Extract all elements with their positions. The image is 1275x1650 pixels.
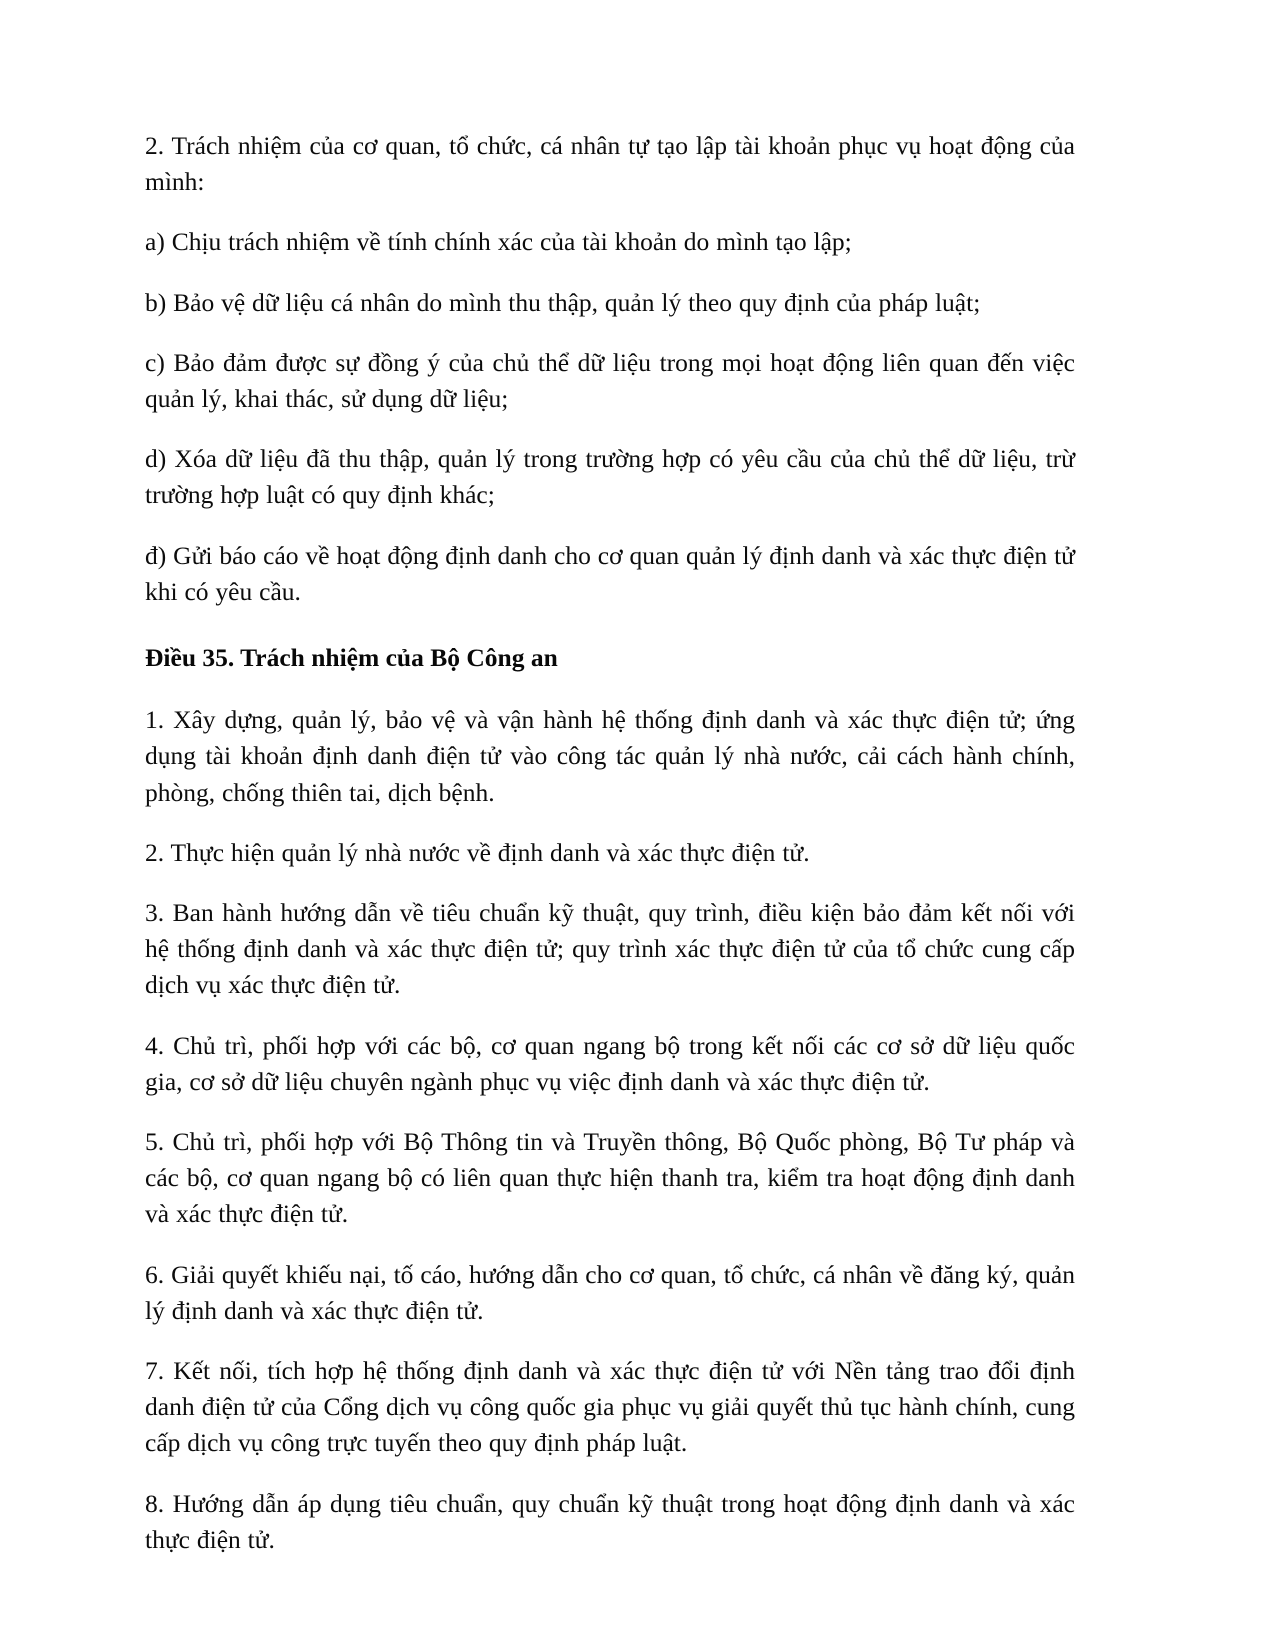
paragraph-article35-item-7: 7. Kết nối, tích hợp hệ thống định danh và xác thực điện tử với Nền tảng trao đổi định danh điện tử của Cổng dịch vụ công quốc gia phục vụ giải quyết thủ tục hành chính, cung cấp dịch vụ công trực tuyến theo quy định pháp luật. — [145, 1356, 1075, 1458]
paragraph-item-2c: c) Bảo đảm được sự đồng ý của chủ thể dữ liệu trong mọi hoạt động liên quan đến việc quản lý, khai thác, sử dụng dữ liệu; — [145, 347, 1075, 414]
paragraph-item-2d: d) Xóa dữ liệu đã thu thập, quản lý trong trường hợp có yêu cầu của chủ thể dữ liệu, trừ trường hợp luật có quy định khác; — [145, 444, 1075, 510]
paragraph-article35-item-1: 1. Xây dựng, quản lý, bảo vệ và vận hành hệ thống định danh và xác thực điện tử; ứng dụng tài khoản định danh điện tử vào công tác quản lý nhà nước, cải cách hành chính, phòng, chống thiên tai, dịch bệnh. — [145, 705, 1075, 807]
paragraph-item-2b: b) Bảo vệ dữ liệu cá nhân do mình thu thập, quản lý theo quy định của pháp luật; — [145, 287, 981, 317]
paragraph-article35-item-3: 3. Ban hành hướng dẫn về tiêu chuẩn kỹ thuật, quy trình, điều kiện bảo đảm kết nối với hệ thống định danh và xác thực điện tử; quy trình xác thực điện tử của tổ chức cung cấp dịch vụ xác thực điện tử. — [145, 898, 1075, 1000]
paragraph-article35-item-6: 6. Giải quyết khiếu nại, tố cáo, hướng dẫn cho cơ quan, tổ chức, cá nhân về đăng ký, quản lý định danh và xác thực điện tử. — [145, 1259, 1075, 1325]
paragraph-item-2dd: đ) Gửi báo cáo về hoạt động định danh cho cơ quan quản lý định danh và xác thực điện tử khi có yêu cầu. — [145, 540, 1075, 606]
paragraph-article35-item-5: 5. Chủ trì, phối hợp với Bộ Thông tin và Truyền thông, Bộ Quốc phòng, Bộ Tư pháp và các bộ, cơ quan ngang bộ có liên quan thực hiện thanh tra, kiểm tra hoạt động định danh và xác thực điện tử. — [145, 1127, 1075, 1229]
paragraph-item-2: 2. Trách nhiệm của cơ quan, tổ chức, cá nhân tự tạo lập tài khoản phục vụ hoạt động của mình: — [145, 131, 1075, 197]
paragraph-article35-item-8: 8. Hướng dẫn áp dụng tiêu chuẩn, quy chuẩn kỹ thuật trong hoạt động định danh và xác thực điện tử. — [145, 1488, 1075, 1554]
paragraph-article35-item-4: 4. Chủ trì, phối hợp với các bộ, cơ quan ngang bộ trong kết nối các cơ sở dữ liệu quốc gia, cơ sở dữ liệu chuyên ngành phục vụ việc định danh và xác thực điện tử. — [145, 1030, 1075, 1096]
paragraph-item-2a: a) Chịu trách nhiệm về tính chính xác của tài khoản do mình tạo lập; — [145, 227, 852, 257]
document-body — [145, 128, 1075, 1558]
paragraph-article35-item-2: 2. Thực hiện quản lý nhà nước về định danh và xác thực điện tử. — [145, 837, 810, 867]
article-35-heading: Điều 35. Trách nhiệm của Bộ Công an — [145, 643, 558, 673]
